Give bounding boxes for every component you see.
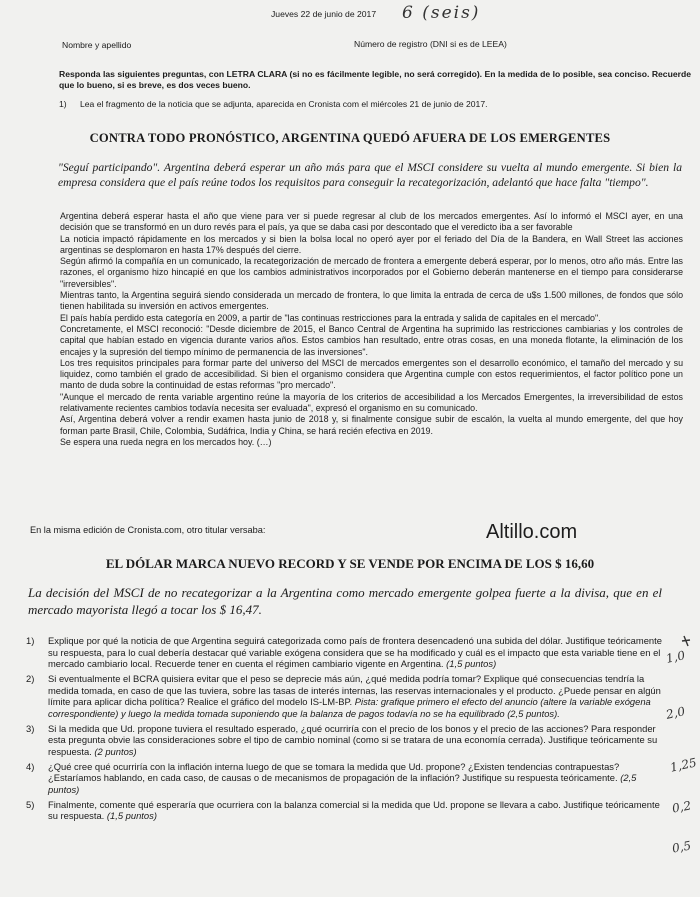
handwritten-mark-q5: 0,5 [670,838,693,856]
question-points: (2,5 puntos) [48,772,637,795]
article-paragraph: El país había perdido esta categoría en 2009, a partir de "las continuas restricciones para la entrada y salida de capitales en el mercado". [60,312,601,323]
handwritten-mark-q3: 1,25 [668,755,698,775]
question-text: Si eventualmente el BCRA quisiera evitar que el peso se deprecie más aún, ¿qué medida podría tomar? Explique qué consecuencias tendría la medida tomada, en caso de que las tuviera, sobre las tasas de interés internas, las reservas internacionales y el producto. ¿Puede pensar en algún límite para aplicar dicha política? Realice el gráfico del modelo IS-LM-BP. [48,672,661,708]
item-1-text: Lea el fragmento de la noticia que se adjunta, aparecida en Cronista com el miércoles 21 de junio de 2017. [80,99,488,109]
exam-date: Jueves 22 de junio de 2017 [271,9,377,19]
article-paragraph: La noticia impactó rápidamente en los mercados y si bien la bolsa local no operó ayer por el feriado del Día de la Bandera, en Wall Street las acciones argentinas se desplomaron en hasta 17% después del cierre. [60,233,683,255]
article-paragraph: "Aunque el mercado de renta variable argentino reúne la mayoría de los criterios de accesibilidad a los Mercados Emergentes, la irreversibilidad de estos relativamente recientes cambios todavía necesita ser evaluada", expresó el organismo en su comunicado. [60,391,683,414]
other-headline-intro: En la misma edición de Cronista.com, otro titular versaba: [30,525,266,535]
article-paragraph: Según afirmó la compañía en un comunicado, la recategorización de mercado de frontera a emergente deberá esperar, por lo menos, otro año más. Entre las razones, el organismo hizo hincapié en que los cambios administrativos incorporados por el Gobierno deberán mantenerse en el tiempo para considerarse "irreversibles". [60,256,683,289]
question-points: (2 puntos) [94,745,137,757]
registry-label: Número de registro (DNI si es de LEEA) [354,39,507,49]
question-number: 3) [26,722,35,734]
handwritten-grade: 6 (seis) [402,3,481,23]
article-paragraph: Concretamente, el MSCI reconoció: "Desde diciembre de 2015, el Banco Central de Argentina ha suprimido las restricciones cambiarias y los controles de capital que habían estado en vigencia durante varios años. Estos cambios han resultado, entre otras cosas, en una moneda flotante, la eliminación de los encajes y la supresión del tiempo mínimo de permanencia de las inversiones". [60,323,683,357]
question-text: Si la medida que Ud. propone tuviera el resultado esperado, ¿qué ocurriría con el precio de los bonos y el precio de las acciones? Para responder esta pregunta obvie las consideraciones sobre el tipo de cambio nominal (como si se tratara de una economía cerrada). Justifique teóricamente su respuesta. [48,722,658,757]
question-number: 5) [26,798,35,810]
article-paragraph: Se espera una rueda negra en los mercados hoy. (…) [60,436,272,447]
question-number: 2) [26,672,35,684]
question-hint: Pista: grafique primero el efecto del anuncio (altere la variable exógena correspondiente) y luego la medida tomada suponiendo que la balanza de pagos todavía no se ha equilibrado [48,696,651,719]
name-label: Nombre y apellido [62,40,132,50]
article-1-lead: "Seguí participando". Argentina deberá esperar un año más para que el MSCI considere su vuelta al mundo emergente. Si bien la empresa considera que el país reúne todos los requisitos para conseguir la recategorización, adelantó que hace falta "tiempo". [58,161,682,190]
handwritten-mark-q2: 2,0 [664,704,687,722]
watermark: Altillo.com [486,521,578,543]
article-paragraph: Argentina deberá esperar hasta el año que viene para ver si puede regresar al club de los mercados emergentes. Así lo informó el MSCI ayer, en una decisión que se transformó en un duro revés para el país, ya que se daba casi por descontado que el veredicto iba a ser favorable [60,211,683,233]
handwritten-mark-q1: 1,0 [664,648,687,666]
article-2-title: EL DÓLAR MARCA NUEVO RECORD Y SE VENDE POR ENCIMA DE LOS $ 16,60 [105,556,595,571]
question-number: 4) [26,760,35,772]
article-paragraph: Así, Argentina deberá volver a rendir examen hasta junio de 2018 y, si finalmente consigue subir de escalón, la vuelta al mundo emergente, del que hoy forman parte Brasil, Chile, Colombia, Sudáfrica, India y China, se hará recién efectiva en 2019. [60,414,683,436]
question-points: (2,5 puntos). [507,707,560,719]
article-paragraph: Los tres requisitos principales para formar parte del universo del MSCI de mercados emergentes son el desarrollo económico, el tamaño del mercado y su liquidez, como también el grado de accesibilidad. Si bien el organismo considera que Argentina cumple con estos requerimientos, el factor político pone un manto de duda sobre la continuidad de estas reformas "pro mercado". [60,357,683,391]
question-text: ¿Qué cree qué ocurriría con la inflación interna luego de que se tomara la medida que Ud. propone? ¿Existen tendencias contrapuestas? ¿Estaríamos hablando, en cada caso, de causas o de mecanismos de propagación de la inflación? Justifique su respuesta teóricamente. [48,760,620,784]
question-points: (1,5 puntos) [446,658,497,670]
instructions-text: Responda las siguientes preguntas, con LETRA CLARA (si no es fácilmente legible, no será corregido). En la medida de lo posible, sea conciso. Recuerde que lo bueno, si es breve, es dos veces bueno. [59,69,691,90]
question-text: Finalmente, comente qué esperaría que ocurriera con la balanza comercial si la medida que Ud. propone se llevara a cabo. Justifique teóricamente su respuesta. [48,798,660,822]
question-number: 1) [26,635,35,646]
tick-mark [682,640,690,641]
article-2-lead: La decisión del MSCI de no recategorizar a la Argentina como mercado emergente golpea fuerte a la divisa, que en el mercado mayorista llegó a tocar los $ 16,47. [28,585,662,617]
article-1-title: CONTRA TODO PRONÓSTICO, ARGENTINA QUEDÓ AFUERA DE LOS EMERGENTES [89,131,611,145]
question-points: (1,5 puntos) [106,810,157,822]
handwritten-mark-q4: 0,2 [670,798,693,816]
item-1-number: 1) [59,99,67,109]
article-paragraph: Mientras tanto, la Argentina seguirá siendo considerada un mercado de frontera, lo que limita la entrada de cerca de u$s 1.500 millones, de fondos que sólo tienen habilitada su inversión en activos emergentes. [60,290,683,312]
question-text: Explique por qué la noticia de que Argentina seguirá categorizada como país de frontera desencadenó una subida del dólar. Justifique teóricamente su respuesta, para lo cual debería destacar qué variable exógena considera que se ha modificado y cuál es el impacto que esta variable tiene en el mercado cambiario local. Recuerde tener en cuenta el régimen cambiario vigente en Argentina. [48,635,662,670]
